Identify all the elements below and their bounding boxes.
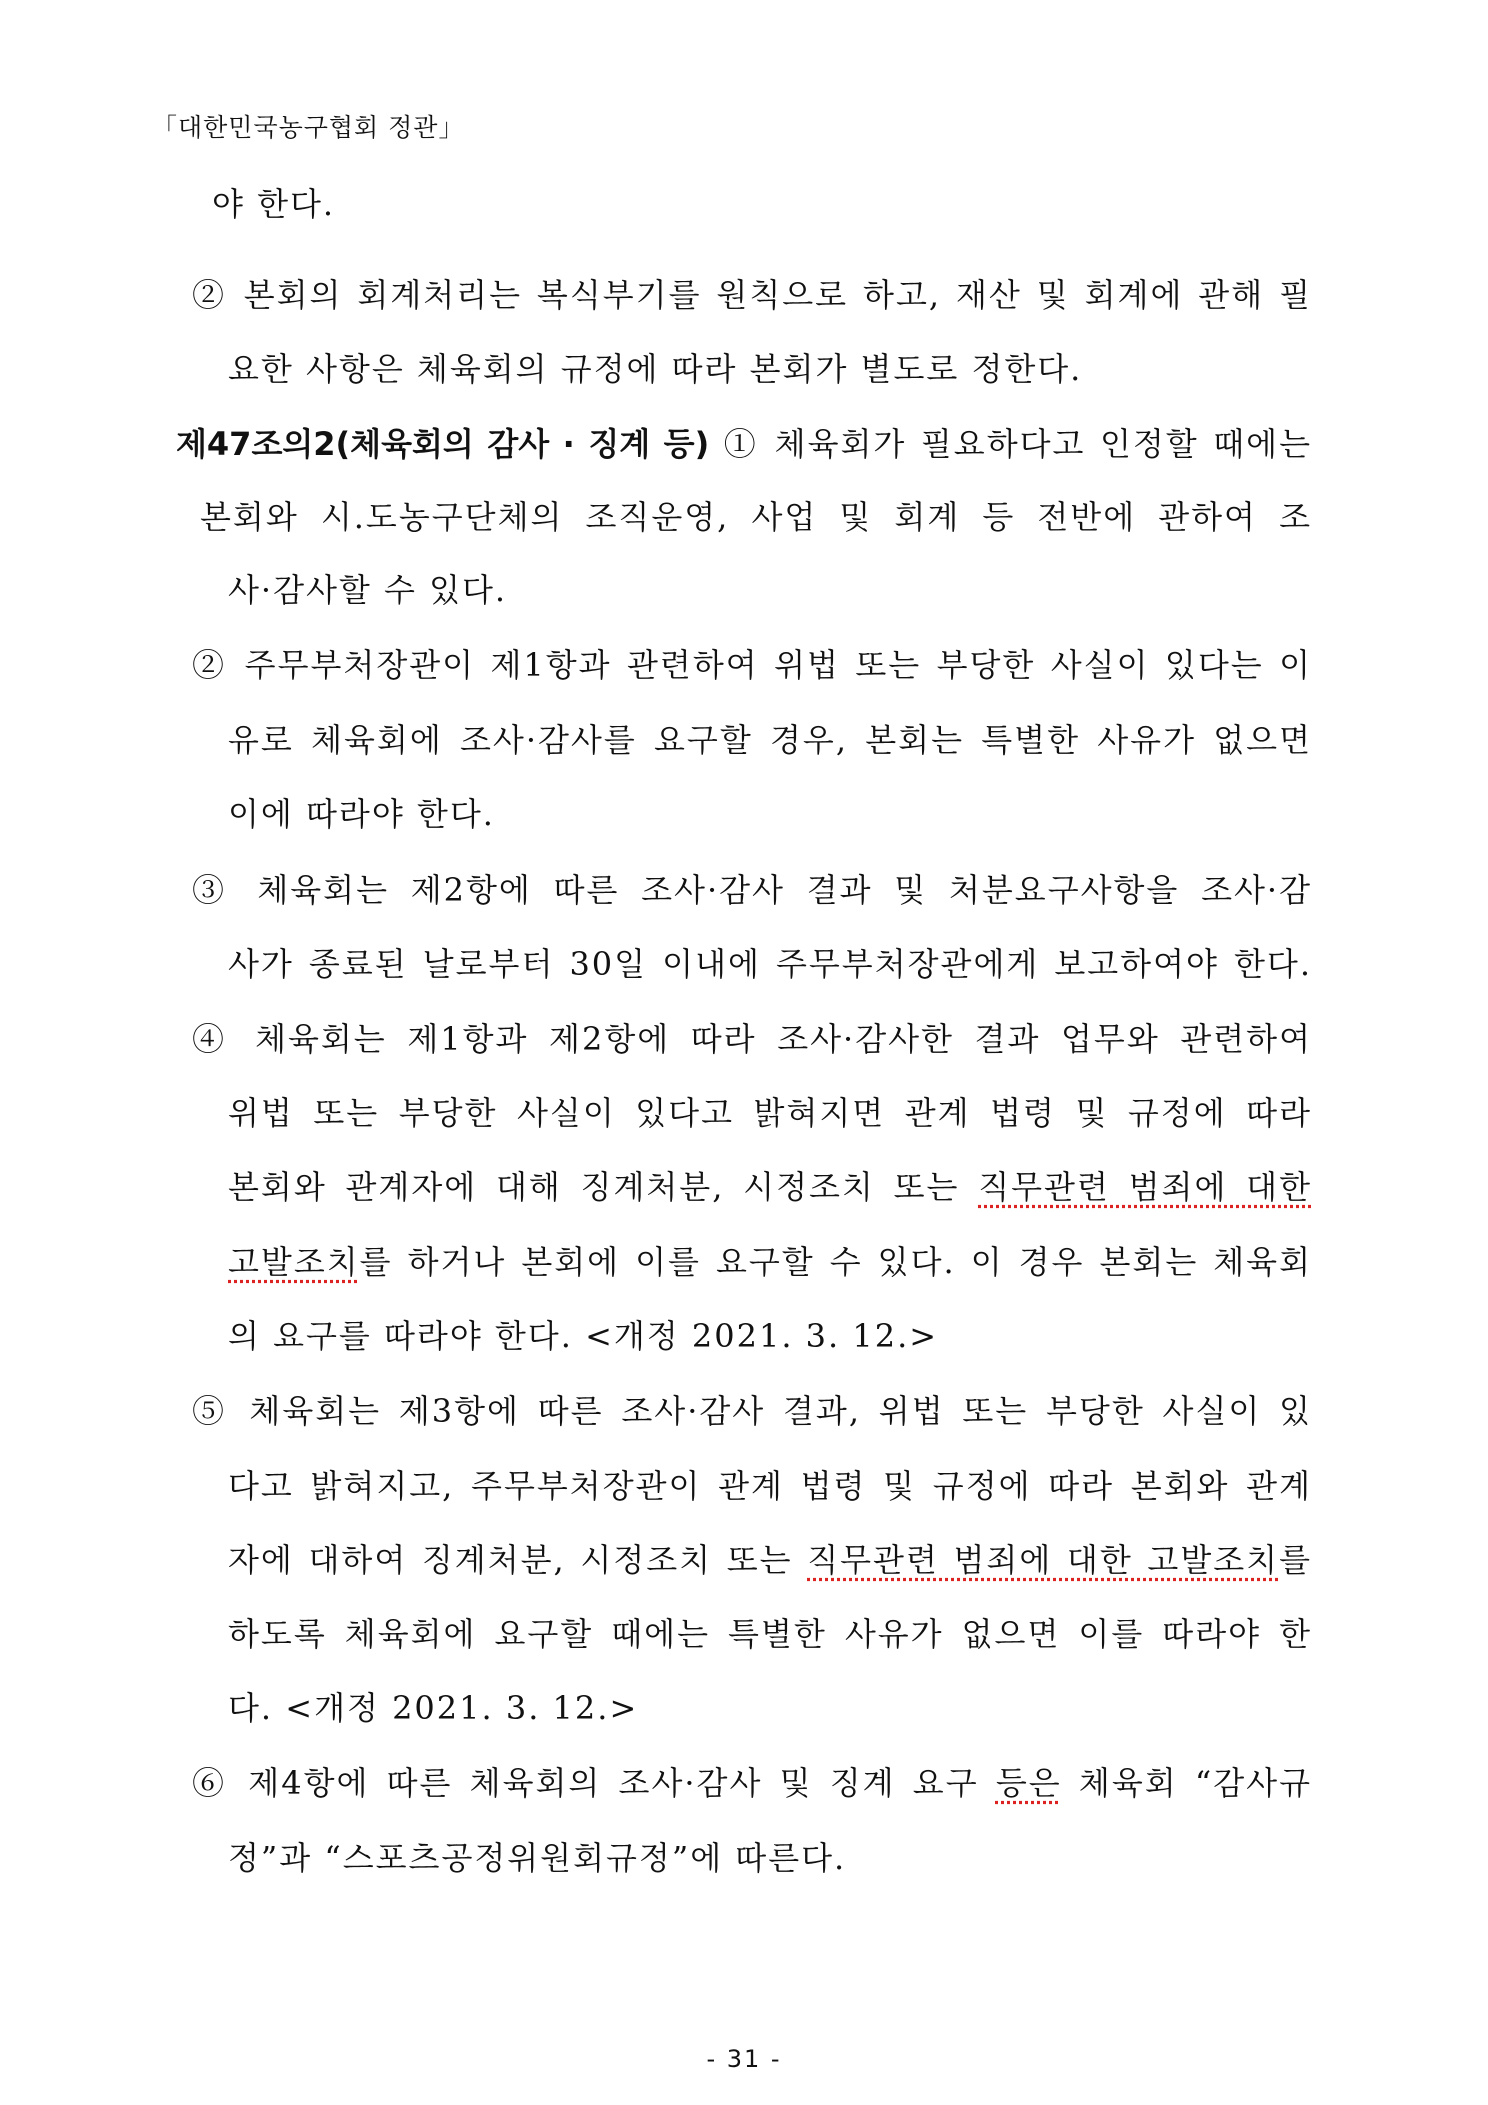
- article-heading-line: [176, 424, 1312, 464]
- underlined-text: 직무관련 범죄에 대한: [978, 1168, 1312, 1206]
- article-paragraph-1-start: ① 체육회가 필요하다고 인정할 때에는: [723, 425, 1313, 463]
- text-segment: 자에 대하여 징계처분, 시정조치 또는: [228, 1541, 808, 1579]
- text-line: 의 요구를 따라야 한다. <개정 2021. 3. 12.>: [228, 1317, 939, 1355]
- paragraph-2-line: ② 본회의 회계처리는 복식부기를 원칙으로 하고, 재산 및 회계에 관해 필: [192, 276, 1312, 314]
- document-header: 「대한민국농구협회 정관」: [152, 113, 465, 142]
- paragraph-5-line: ⑤ 체육회는 제3항에 따른 조사·감사 결과, 위법 또는 부당한 사실이 있: [192, 1392, 1312, 1430]
- text-segment: 본회와 관계자에 대해 징계처분, 시정조치 또는: [228, 1168, 979, 1206]
- text-segment: 를: [1279, 1541, 1312, 1579]
- text-segment: 를 하거나 본회에 이를 요구할 수 있다. 이 경우 본회는 체육회: [359, 1243, 1312, 1281]
- text-line: 다고 밝혀지고, 주무부처장관이 관계 법령 및 규정에 따라 본회와 관계: [228, 1467, 1312, 1505]
- text-line: 본회와 시.도농구단체의 조직운영, 사업 및 회계 등 전반에 관하여 조: [200, 498, 1312, 536]
- text-line: 요한 사항은 체육회의 규정에 따라 본회가 별도로 정한다.: [228, 350, 1083, 388]
- text-line: 이에 따라야 한다.: [228, 795, 495, 833]
- underlined-text: 고발조치: [228, 1243, 360, 1281]
- text-line: 사가 종료된 날로부터 30일 이내에 주무부처장관에게 보고하여야 한다.: [228, 945, 1312, 983]
- paragraph-3-line: ③ 체육회는 제2항에 따른 조사·감사 결과 및 처분요구사항을 조사·감: [192, 871, 1312, 909]
- text-line: 하도록 체육회에 요구할 때에는 특별한 사유가 없으면 이를 따라야 한: [228, 1615, 1312, 1653]
- text-line: [228, 1540, 1312, 1580]
- underlined-text: 직무관련 범죄에 대한 고발조치: [807, 1541, 1280, 1579]
- paragraph-4-line: ④ 체육회는 제1항과 제2항에 따라 조사·감사한 결과 업무와 관련하여: [192, 1020, 1312, 1058]
- paragraph-2-line: ② 주무부처장관이 제1항과 관련하여 위법 또는 부당한 사실이 있다는 이: [192, 646, 1312, 684]
- text-line: 사·감사할 수 있다.: [228, 571, 508, 609]
- text-line: [228, 1242, 1312, 1282]
- text-line: 정”과 “스포츠공정위원회규정”에 따른다.: [228, 1839, 847, 1877]
- text-segment: 체육회 “감사규: [1061, 1764, 1312, 1802]
- underlined-text: 등은: [995, 1764, 1062, 1802]
- paragraph-6-line: [192, 1763, 1312, 1803]
- text-segment: ⑥ 제4항에 따른 체육회의 조사·감사 및 징계 요구: [192, 1764, 996, 1802]
- text-line: 위법 또는 부당한 사실이 있다고 밝혀지면 관계 법령 및 규정에 따라: [228, 1094, 1312, 1132]
- text-line: 야 한다.: [212, 185, 336, 223]
- page-number: - 31 -: [706, 2045, 782, 2073]
- text-line: [228, 1167, 1312, 1207]
- text-line: 유로 체육회에 조사·감사를 요구할 경우, 본회는 특별한 사유가 없으면: [228, 721, 1312, 759]
- article-title: 제47조의2(체육회의 감사 · 징계 등): [176, 425, 710, 463]
- text-line: 다. <개정 2021. 3. 12.>: [228, 1689, 639, 1727]
